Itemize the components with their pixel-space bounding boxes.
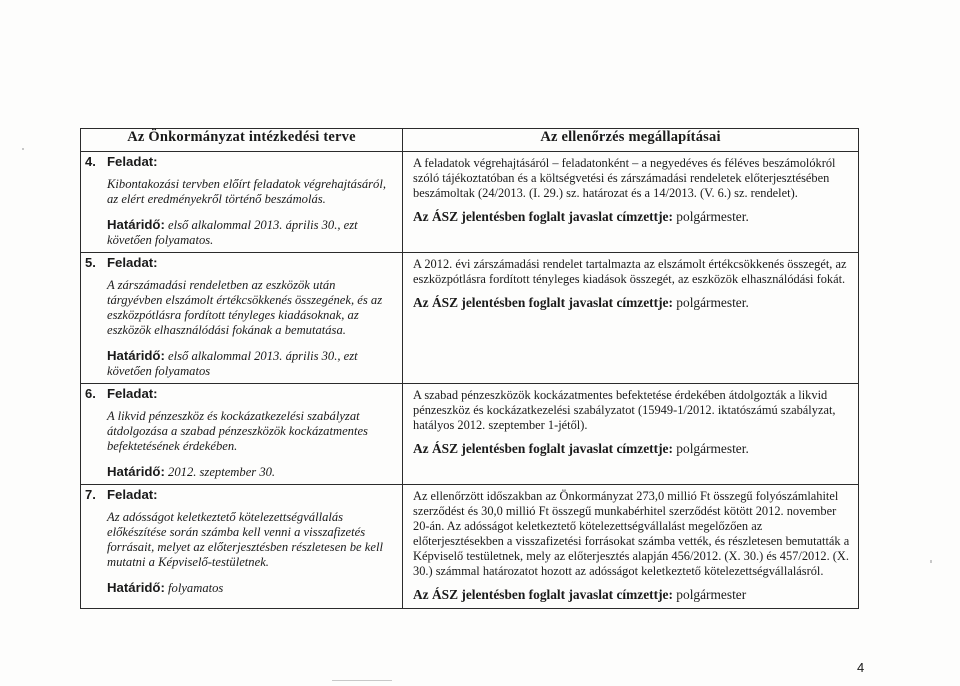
recommendation-addressee: polgármester.	[676, 209, 749, 224]
feladat-label: Feladat:	[107, 487, 158, 502]
scan-speck	[332, 680, 392, 681]
recommendation	[413, 295, 850, 310]
action-cell	[81, 485, 403, 609]
row-number: 4.	[85, 154, 96, 169]
row-number: 7.	[85, 487, 96, 502]
finding-cell	[403, 253, 859, 384]
recommendation	[413, 209, 850, 224]
deadline	[107, 348, 392, 379]
header-action-plan: Az Önkormányzat intézkedési terve	[81, 129, 403, 152]
recommendation-addressee: polgármester	[676, 587, 747, 602]
action-cell	[81, 253, 403, 384]
recommendation-label: Az ÁSZ jelentésben foglalt javaslat címzettje:	[413, 441, 673, 456]
finding-cell	[403, 152, 859, 253]
recommendation-label: Az ÁSZ jelentésben foglalt javaslat címzettje:	[413, 587, 673, 602]
task-text: A likvid pénzeszköz és kockázatkezelési szabályzat átdolgozása a szabad pénzeszközök kockázatmentes befektetésének érdekében.	[107, 409, 368, 453]
finding-text: A 2012. évi zárszámadási rendelet tartalmazta az elszámolt értékcsökkenés összegét, az eszközpótlásra fordított tényleges kiadások összegét, az eszközök elhasználódási fokát.	[413, 257, 847, 286]
deadline-value: folyamatos	[168, 581, 224, 595]
recommendation-addressee: polgármester.	[676, 441, 749, 456]
feladat-label: Feladat:	[107, 255, 158, 270]
recommendation	[413, 587, 850, 602]
recommendation-label: Az ÁSZ jelentésben foglalt javaslat címzettje:	[413, 295, 673, 310]
finding-text: A szabad pénzeszközök kockázatmentes befektetése érdekében átdolgozták a likvid pénzeszköz és kockázatkezelési szabályzatot (15949-1/2012. iktatószámú szabályzat, hatályos 2012. szeptember 1-jétől).	[413, 388, 836, 432]
task-text: Kibontakozási tervben előírt feladatok végrehajtásáról, az elért eredményekről történő beszámolás.	[107, 177, 387, 206]
table-row	[81, 485, 859, 609]
finding-text: A feladatok végrehajtásáról – feladatonként – a negyedéves és féléves beszámolókról szóló tájékoztatóban és a költségvetési és zárszámadási rendeletek előterjesztésében beszámoltak (24/2013. (I. 29.) sz. határozat és a 14/2013. (V. 6.) sz. rendelet).	[413, 156, 836, 200]
deadline-label: Határidő:	[107, 464, 165, 479]
action-cell	[81, 152, 403, 253]
feladat-label: Feladat:	[107, 154, 158, 169]
deadline-value: első alkalommal 2013. április 30., ezt követően folyamatos	[107, 349, 358, 378]
page-number: 4	[857, 660, 865, 675]
deadline-label: Határidő:	[107, 348, 165, 363]
deadline	[107, 580, 392, 596]
header-audit-findings: Az ellenőrzés megállapításai	[403, 129, 859, 152]
audit-table	[80, 128, 859, 609]
feladat-label: Feladat:	[107, 386, 158, 401]
deadline-value: első alkalommal 2013. április 30., ezt követően folyamatos.	[107, 218, 358, 247]
deadline	[107, 464, 392, 480]
finding-text: Az ellenőrzött időszakban az Önkormányzat 273,0 millió Ft összegű folyószámlahitel szerződést és 30,0 millió Ft összegű munkabérhitel szerződést kötött 2012. november 20-án. Az adósságot keletkeztető kötelezettségvállalást megelőzően az előterjesztésekben a visszafizetési forrásokat számba vették, és részletesen bemutatták a Képviselő testületnek, mely az előterjesztés alapján 456/2012. (X. 30.) és 457/2012. (X. 30.) számmal határozatot hozott az adósságot keletkeztető kötelezettségvállalásról.	[413, 489, 850, 578]
scan-speck	[22, 148, 24, 150]
recommendation-label: Az ÁSZ jelentésben foglalt javaslat címzettje:	[413, 209, 673, 224]
recommendation	[413, 441, 850, 456]
recommendation-addressee: polgármester.	[676, 295, 749, 310]
task-text: Az adósságot keletkeztető kötelezettségvállalás előkészítése során számba kell venni a visszafizetés forrásait, melyet az előterjesztésben részletesen be kell mutatni a Képviselő-testületnek.	[107, 510, 383, 569]
row-number: 5.	[85, 255, 96, 270]
table-row	[81, 253, 859, 384]
action-cell	[81, 384, 403, 485]
deadline-label: Határidő:	[107, 217, 165, 232]
task-text: A zárszámadási rendeletben az eszközök után tárgyévben elszámolt értékcsökkenés összegének, és az eszközpótlásra fordított tényleges kiadásoknak, az eszközök elhasználódási fokának a bemutatása.	[107, 278, 383, 337]
deadline-label: Határidő:	[107, 580, 165, 595]
table-row	[81, 152, 859, 253]
table-row	[81, 384, 859, 485]
table-header-row	[81, 129, 859, 152]
finding-cell	[403, 384, 859, 485]
deadline	[107, 217, 392, 248]
deadline-value: 2012. szeptember 30.	[168, 465, 276, 479]
row-number: 6.	[85, 386, 96, 401]
finding-cell	[403, 485, 859, 609]
scan-speck	[930, 560, 932, 563]
